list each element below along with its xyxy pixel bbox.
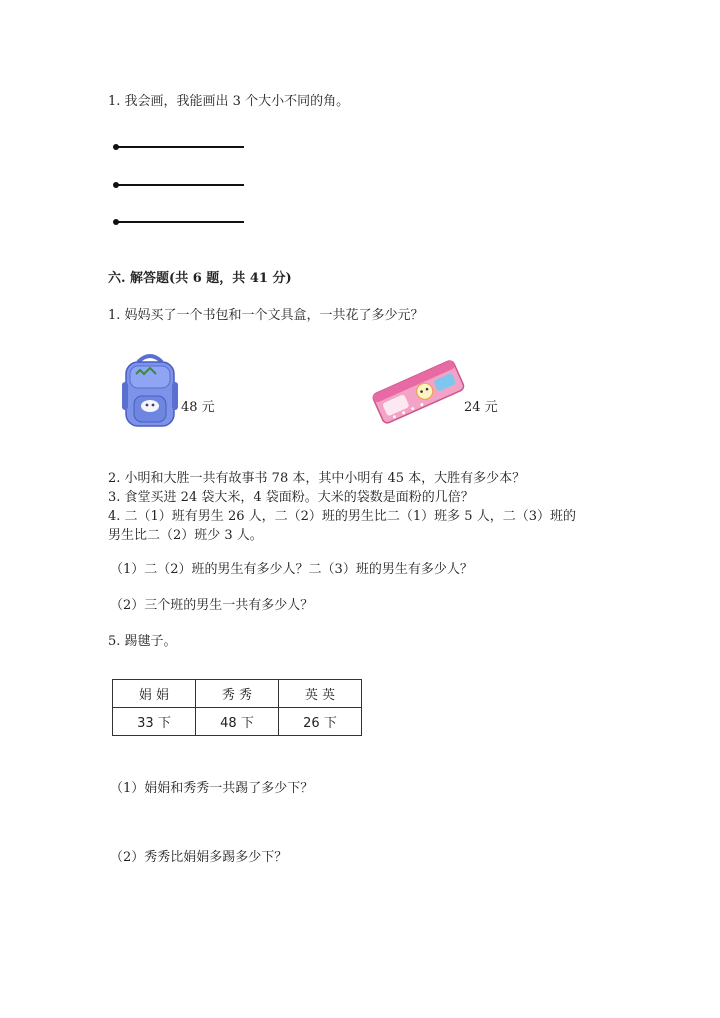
question-1: 1. 妈妈买了一个书包和一个文具盒，一共花了多少元？ [108, 308, 424, 323]
table-header-cell: 秀 秀 [196, 680, 279, 708]
section-heading: 六. 解答题(共 6 题，共 41 分) [108, 271, 292, 286]
question-4-sub-1: （1）二（2）班的男生有多少人？二（3）班的男生有多少人？ [110, 562, 473, 577]
table-cell: 33 下 [113, 708, 196, 736]
shuttlecock-table [112, 679, 362, 736]
ray-3 [116, 221, 244, 223]
question-5: 5. 踢毽子。 [108, 634, 177, 649]
draw-angles-question: 1. 我会画，我能画出 3 个大小不同的角。 [108, 94, 350, 109]
question-4-line-1: 4. 二（1）班有男生 26 人，二（2）班的男生比二（1）班多 5 人，二（3）班的 [108, 509, 576, 524]
ray-1 [116, 146, 244, 148]
ray-endpoint [113, 144, 119, 150]
table-cell: 48 下 [196, 708, 279, 736]
question-5-sub-1: （1）娟娟和秀秀一共踢了多少下？ [110, 781, 314, 796]
table-cell: 26 下 [279, 708, 362, 736]
question-2: 2. 小明和大胜一共有故事书 78 本，其中小明有 45 本，大胜有多少本？ [108, 471, 526, 486]
question-3: 3. 食堂买进 24 袋大米，4 袋面粉。大米的袋数是面粉的几倍？ [108, 490, 474, 505]
question-5-sub-2: （2）秀秀比娟娟多踢多少下？ [110, 850, 288, 865]
table-header-cell: 娟 娟 [113, 680, 196, 708]
pencil-case-price: 24 元 [464, 400, 498, 415]
ray-2 [116, 184, 244, 186]
question-4-sub-2: （2）三个班的男生一共有多少人？ [110, 598, 314, 613]
backpack-price: 48 元 [181, 400, 215, 415]
table-header-cell: 英 英 [279, 680, 362, 708]
backpack-icon [120, 352, 180, 434]
question-4-line-2: 男生比二（2）班少 3 人。 [108, 528, 263, 543]
ray-endpoint [113, 219, 119, 225]
ray-endpoint [113, 182, 119, 188]
pencil-case-icon [370, 352, 466, 434]
table-row [113, 708, 362, 736]
table-header-row [113, 680, 362, 708]
